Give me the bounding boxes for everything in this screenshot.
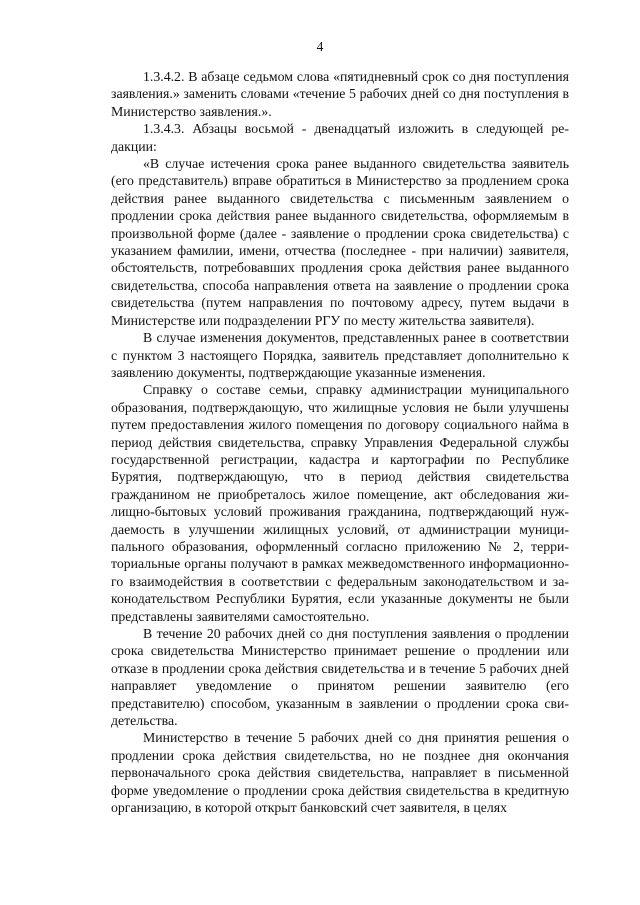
paragraph-1-3-4-3: 1.3.4.3. Абзацы восьмой - двенадцатый изложить в следующей редакции: — [111, 121, 569, 154]
paragraph-1-3-4-2: 1.3.4.2. В абзаце седьмом слова «пятидневный срок со дня поступления заявления.» заменить словами «течение 5 рабочих дней со дня поступления в Министерство заявления.». — [111, 69, 569, 119]
paragraph-document-changes: В случае изменения документов, представленных ранее в соответствии с пунктом 3 настоящего Порядка, заявитель представляет дополнительно к заявлению документы, подтверждающие указанные изменения. — [111, 330, 569, 380]
paragraph-certificate-extension-request: «В случае истечения срока ранее выданного свидетельства заявитель (его представитель) вправе обратиться в Министерство за продлением срока действия ранее выданного свидетельства с письменным заявлением о продлении срока действия ранее выданного свидетельства, оформляемым в произвольной форме (далее - заявление о продлении срока свидетельства) с указанием фамилии, имени, отчества (последнее - при наличии) заявителя, обстоятельств, потребовавших продления срока действия ранее выданного свидетельства, способа направления ответа на заявление о продлении срока свидетельства (путем направления по почтовому адресу, путем выдачи в Министерстве или подразделении РГУ по месту жительства заявителя). — [111, 156, 569, 328]
paragraph-interagency-documents: Справку о составе семьи, справку администрации муниципального образования, подтверждающую, что жилищные условия не были улучшены путем предоставления жилого помещения по договору социального найма в период действия свидетельства, справку Управления Федеральной службы государственной регистрации, кадастра и картографии по Республике Бурятия, подтверждающую, что в период действия свидетельства гражданином не приобреталось жилое помещение, акт обследования жилищно-бытовых условий проживания гражданина, подтверждающий нуждаемость в улучшении жилищных условий, от администрации муниципального образования, оформленный согласно приложению № 2, территориальные органы получают в рамках межведомственного информационного взаимодействия в соответствии с федеральным законодательством и законодательством Республики Бурятия, если указанные документы не были представлены заявителями самостоятельно. — [111, 382, 569, 624]
paragraph-bank-notification: Министерство в течение 5 рабочих дней со дня принятия решения о продлении срока действия свидетельства, но не позднее дня окончания первоначального срока действия свидетельства, направляет в письменной форме уведомление о продлении срока действия свидетельства в кредитную организацию, в которой открыт банковский счет заявителя, в целях — [111, 730, 569, 816]
paragraph-decision-20-days: В течение 20 рабочих дней со дня поступления заявления о продлении срока свидетельства Министерство принимает решение о продлении или отказе в продлении срока действия свидетельства и в течение 5 рабочих дней направляет уведомление о принятом решении заявителю (его представителю) способом, указанным в заявлении о продлении срока свидетельства. — [111, 626, 569, 729]
page-number: 4 — [316, 39, 324, 54]
document-body — [111, 68, 569, 816]
